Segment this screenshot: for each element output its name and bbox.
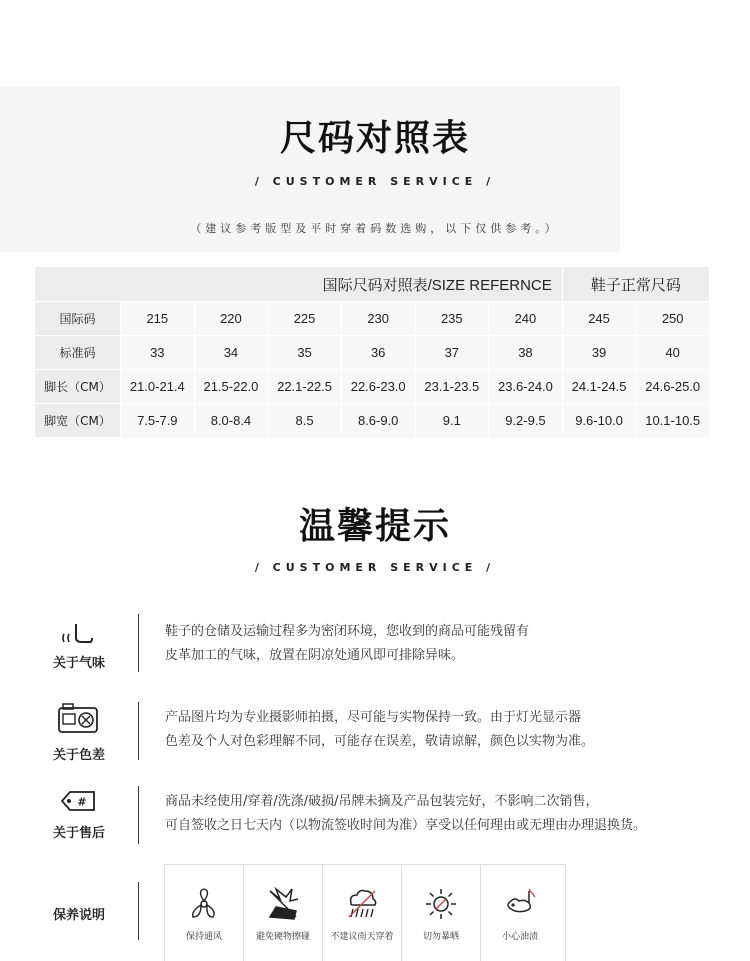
table-cell: 21.5-22.0 [194,370,268,404]
table-cell: 38 [489,336,563,370]
table-cell: 9.2-9.5 [489,404,563,438]
care-item [323,865,402,961]
tip-line: 皮革加工的气味，放置在阴凉处通风即可排除异味。 [165,648,465,663]
table-cell: 230 [341,302,415,336]
tip-text [165,620,529,668]
table-cell: 22.6-23.0 [341,370,415,404]
fan-icon [187,887,221,921]
table-cell: 9.6-10.0 [562,404,636,438]
tip-line: 鞋子的仓储及运输过程多为密闭环境，您收到的商品可能残留有 [165,624,530,639]
tag-symbol: # [77,795,87,809]
rain-cloud-icon [345,887,379,921]
divider [138,882,139,940]
tips-title: 温馨提示 [298,506,451,547]
size-table-side-title: 鞋子正常尺码 [562,267,709,302]
tip-line: 产品图片均为专业摄影师拍摄，尽可能与实物保持一致。由于灯光显示器 [165,710,582,725]
odor-icon [50,620,106,648]
table-cell: 9.1 [415,404,489,438]
size-chart-title: 尺码对照表 [279,118,470,159]
table-cell: 8.6-9.0 [341,404,415,438]
table-cell: 8.0-8.4 [194,404,268,438]
table-cell: 36 [341,336,415,370]
table-cell: 24.1-24.5 [562,370,636,404]
care-item [165,865,244,961]
sun-icon [424,887,458,921]
tip-line: 可自签收之日七天内（以物流签收时间为准）享受以任何理由或无理由办理退换货。 [165,818,647,833]
care-item [481,865,559,961]
tip-line: 色差及个人对色彩理解不同，可能存在误差，敬请谅解，颜色以实物为准。 [165,734,595,749]
care-label: 保养说明 [52,908,105,923]
table-cell: 250 [636,302,710,336]
table-cell: 21.0-21.4 [121,370,195,404]
table-cell: 7.5-7.9 [121,404,195,438]
oil-stain-icon [503,887,537,921]
row-label: 标准码 [35,336,121,370]
care-item-text: 切勿暴晒 [422,932,459,942]
table-cell: 37 [415,336,489,370]
table-cell: 240 [489,302,563,336]
care-icons-panel [164,864,566,961]
table-cell: 22.1-22.5 [268,370,342,404]
size-table-header [35,267,710,302]
row-label: 脚长（CM） [35,370,121,404]
row-label: 脚宽（CM） [35,404,121,438]
table-cell: 8.5 [268,404,342,438]
table-cell: 23.1-23.5 [415,370,489,404]
care-item-text: 小心油渍 [501,932,538,942]
table-cell: 235 [415,302,489,336]
table-cell: 220 [194,302,268,336]
table-cell: 24.6-25.0 [636,370,710,404]
no-hard-object-icon [266,887,300,921]
size-table [34,266,710,438]
table-cell: 215 [121,302,195,336]
table-cell: 245 [562,302,636,336]
size-table-title: 国际尺码对照表/SIZE REFERNCE [35,267,563,302]
size-chart-subtitle: / CUSTOMER SERVICE / [254,175,496,188]
tip-after-sales [0,786,750,848]
table-cell: 225 [268,302,342,336]
divider [138,702,139,760]
tip-color [0,700,750,762]
tip-line: 商品未经使用/穿着/洗涤/破损/吊牌未摘及产品包装完好，不影响二次销售， [165,794,599,809]
divider [138,786,139,844]
tip-label: 关于售后 [52,826,105,841]
table-row [35,404,710,438]
table-cell: 35 [268,336,342,370]
table-cell: 40 [636,336,710,370]
tip-text [165,790,646,838]
divider [138,614,139,672]
table-row [35,302,710,336]
table-cell: 39 [562,336,636,370]
table-cell: 10.1-10.5 [636,404,710,438]
care-item [244,865,323,961]
table-cell: 34 [194,336,268,370]
tips-subtitle: / CUSTOMER SERVICE / [254,561,496,574]
table-cell: 33 [121,336,195,370]
table-cell: 23.6-24.0 [489,370,563,404]
table-row [35,370,710,404]
size-chart-note: （建议参考版型及平时穿着码数选购，以下仅供参考。） [190,222,560,235]
tip-label: 关于气味 [52,656,105,671]
care-item [402,865,481,961]
tag-icon [50,790,106,816]
camera-icon [50,702,106,738]
tip-odor [0,612,750,674]
tip-text [165,706,594,754]
tip-label: 关于色差 [52,748,105,763]
table-row [35,336,710,370]
care-item-text: 不建议雨天穿着 [330,932,394,942]
care-item-text: 避免硬物擦碰 [255,932,310,942]
row-label: 国际码 [35,302,121,336]
care-item-text: 保持通风 [185,932,222,942]
